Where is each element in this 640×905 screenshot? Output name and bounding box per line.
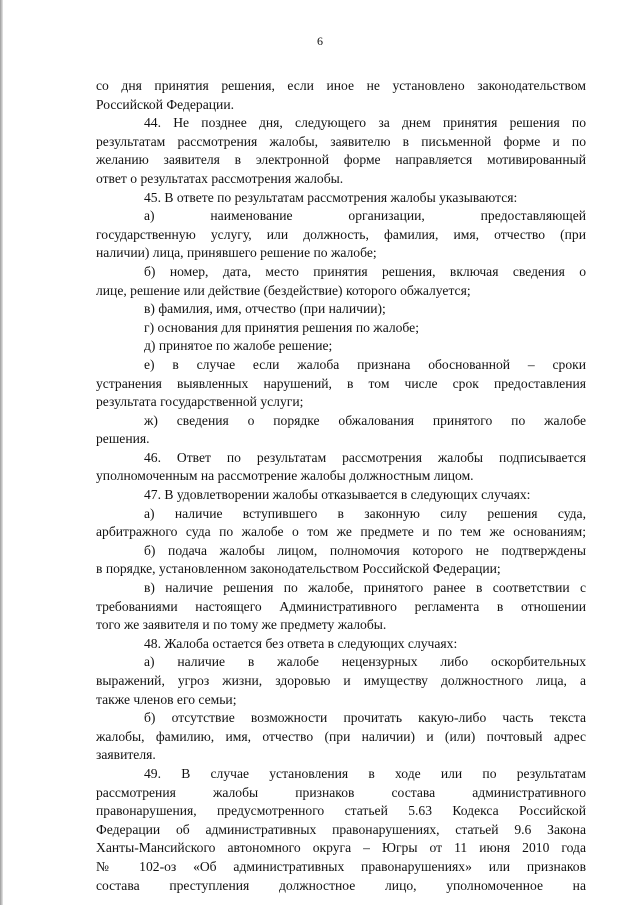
text-line: № 102-оз «Об административных правонарушениях» или признаков: [96, 858, 586, 874]
text-line: 44. Не позднее дня, следующего за днем принятия решения по: [144, 115, 586, 131]
text-line: б) отсутствие возможности прочитать какую-либо часть текста: [144, 710, 586, 726]
text-line: Российской Федерации.: [96, 96, 234, 112]
text-line: а) наличие вступившего в законную силу решения суда,: [144, 505, 586, 521]
text-line: е) в случае если жалоба признана обоснованной – сроки: [144, 356, 586, 372]
text-line: лице, решение или действие (бездействие) которого обжалуется;: [96, 282, 471, 298]
text-line: желанию заявителя в электронной форме направляется мотивированный: [96, 152, 586, 168]
text-line: Ханты-Мансийского автономного округа – Югры от 11 июня 2010 года: [96, 840, 586, 856]
text-line: также членов его семьи;: [96, 691, 237, 707]
text-line: 48. Жалоба остается без ответа в следующих случаях:: [144, 635, 458, 651]
text-line: уполномоченным на рассмотрение жалобы должностным лицом.: [96, 468, 474, 484]
text-line: наличии) лица, принявшего решение по жалобе;: [96, 245, 377, 261]
page-number: 6: [317, 34, 323, 48]
text-line: 49. В случае установления в ходе или по результатам: [144, 765, 586, 781]
text-line: того же заявителя и по тому же предмету жалобы.: [96, 617, 387, 633]
text-line: результатам рассмотрения жалобы, заявителю в письменной форме и по: [96, 133, 586, 149]
text-line: правонарушения, предусмотренного статьей 5.63 Кодекса Российской: [96, 803, 586, 819]
text-line: арбитражного суда по жалобе о том же предмете и по тем же основаниям;: [96, 524, 586, 540]
text-line: результата государственной услуги;: [96, 394, 304, 410]
text-line: выражений, угроз жизни, здоровью и имуществу должностного лица, а: [96, 673, 586, 688]
text-line: ответ о результатах рассмотрения жалобы.: [96, 170, 344, 186]
text-line: решения.: [96, 431, 150, 447]
text-line: 45. В ответе по результатам рассмотрения жалобы указываются:: [144, 189, 518, 205]
text-line: жалобы, фамилию, имя, отчество (при наличии) и (или) почтовый адрес: [96, 728, 586, 744]
text-line: в) фамилия, имя, отчество (при наличии);: [144, 301, 386, 317]
text-line: в порядке, установленном законодательством Российской Федерации;: [96, 561, 501, 577]
text-line: в) наличие решения по жалобе, принятого ранее в соответствии с: [144, 580, 586, 596]
text-line: заявителя.: [96, 747, 156, 763]
text-line: д) принятое по жалобе решение;: [144, 338, 333, 354]
text-line: состава преступления должностное лицо, уполномоченное на: [96, 877, 586, 893]
text-line: г) основания для принятия решения по жалобе;: [144, 319, 419, 335]
text-line: ж) сведения о порядке обжалования принятого по жалобе: [144, 412, 586, 428]
text-line: государственную услугу, или должность, фамилия, имя, отчество (при: [96, 226, 586, 242]
text-line: 46. Ответ по результатам рассмотрения жалобы подписывается: [144, 449, 586, 465]
text-line: требованиями настоящего Административного регламента в отношении: [96, 598, 586, 614]
text-line: а) наличие в жалобе нецензурных либо оскорбительных: [144, 654, 586, 670]
text-line: а) наименование организации, предоставляющей: [144, 208, 586, 224]
scan-edge: [0, 0, 3, 905]
text-line: б) номер, дата, место принятия решения, включая сведения о: [144, 263, 586, 279]
text-line: устранения выявленных нарушений, в том числе срок предоставления: [96, 375, 586, 391]
document-body: [96, 77, 586, 895]
text-line: Федерации об административных правонарушениях, статьей 9.6 Закона: [96, 821, 586, 837]
text-line: со дня принятия решения, если иное не установлено законодательством: [96, 78, 586, 93]
text-line: б) подача жалобы лицом, полномочия которого не подтверждены: [144, 542, 586, 558]
text-line: 47. В удовлетворении жалобы отказывается в следующих случаях:: [144, 487, 531, 503]
text-line: рассмотрения жалобы признаков состава административного: [96, 784, 586, 800]
